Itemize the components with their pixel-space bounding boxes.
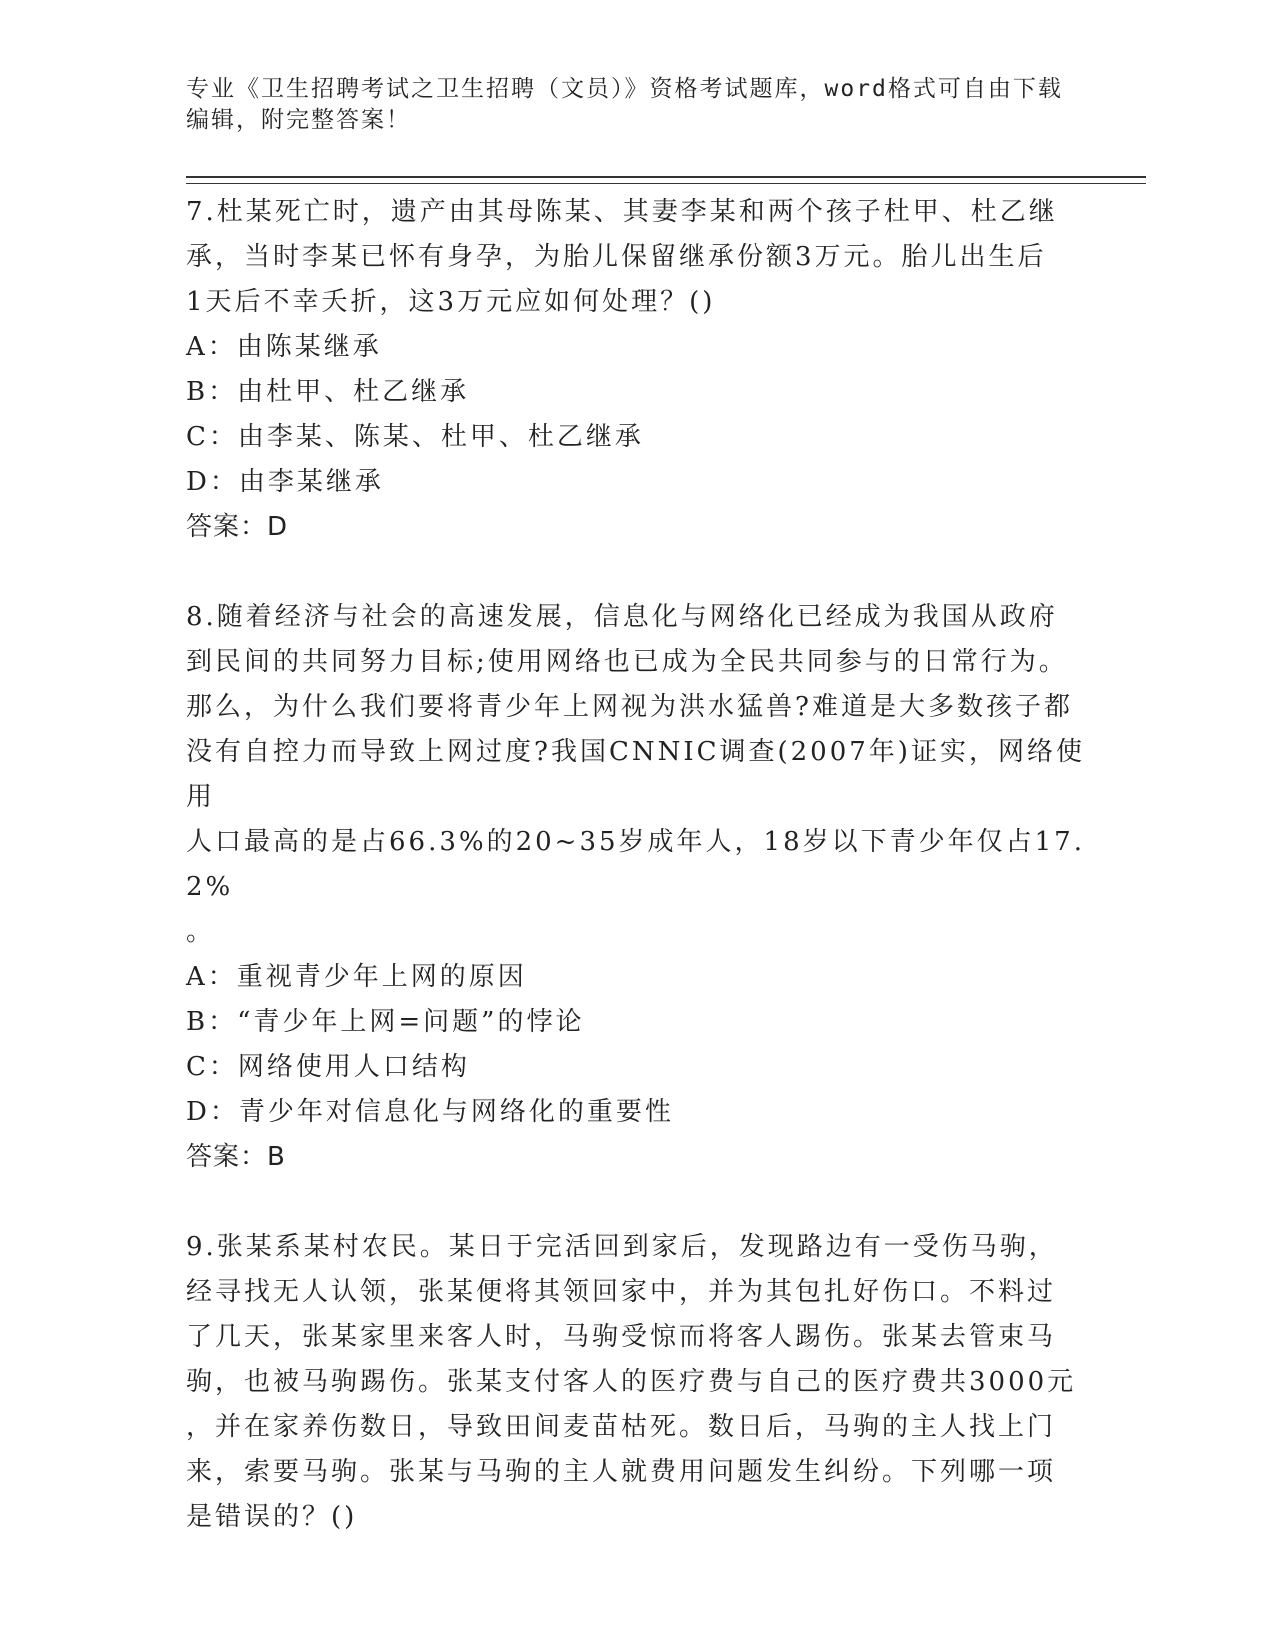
question-stem-line: 1天后不幸夭折，这3万元应如何处理？() bbox=[186, 287, 716, 317]
header-divider-thin bbox=[186, 183, 1146, 184]
question-stem-line: 8.随着经济与社会的高速发展，信息化与网络化已经成为我国从政府 bbox=[186, 602, 1058, 632]
question-list bbox=[186, 190, 1086, 1540]
spacer bbox=[186, 1180, 1086, 1225]
question-stem-line: 经寻找无人认领，张某便将其领回家中，并为其包扎好伤口。不料过 bbox=[186, 1277, 1057, 1307]
question-stem-line: 到民间的共同努力目标;使用网络也已成为全民共同参与的日常行为。 bbox=[186, 647, 1068, 677]
question-stem-line: 了几天，张某家里来客人时，马驹受惊而将客人踢伤。张某去管束马 bbox=[186, 1322, 1057, 1352]
option-d: D：由李某继承 bbox=[186, 467, 384, 497]
answer-label: 答案：B bbox=[186, 1142, 286, 1172]
question-stem-line: 来，索要马驹。张某与马驹的主人就费用问题发生纠纷。下列哪一项 bbox=[186, 1457, 1057, 1487]
question-7 bbox=[186, 190, 1086, 550]
question-8 bbox=[186, 595, 1086, 1180]
question-9 bbox=[186, 1225, 1086, 1540]
question-stem-line: 人口最高的是占66.3%的20~35岁成年人，18岁以下青少年仅占17.2% bbox=[186, 827, 1085, 902]
question-stem-line: 。 bbox=[186, 917, 216, 947]
option-a: A：由陈某继承 bbox=[186, 332, 382, 362]
question-stem-line: 9.张某系某村农民。某日于完活回到家后，发现路边有一受伤马驹， bbox=[186, 1232, 1058, 1262]
option-b: B：由杜甲、杜乙继承 bbox=[186, 377, 470, 407]
option-a: A：重视青少年上网的原因 bbox=[186, 962, 527, 992]
question-stem-line: ，并在家养伤数日，导致田间麦苗枯死。数日后，马驹的主人找上门 bbox=[186, 1412, 1057, 1442]
header-line-1: 专业《卫生招聘考试之卫生招聘（文员）》资格考试题库，word格式可自由下载 bbox=[186, 76, 1063, 102]
question-stem-line: 7.杜某死亡时，遗产由其母陈某、其妻李某和两个孩子杜甲、杜乙继 bbox=[186, 197, 1058, 227]
option-d: D：青少年对信息化与网络化的重要性 bbox=[186, 1097, 674, 1127]
question-stem-line: 驹，也被马驹踢伤。张某支付客人的医疗费与自己的医疗费共3000元 bbox=[186, 1367, 1077, 1397]
question-stem-line: 是错误的？() bbox=[186, 1502, 358, 1532]
spacer bbox=[186, 550, 1086, 595]
option-c: C：由李某、陈某、杜甲、杜乙继承 bbox=[186, 422, 644, 452]
option-b: B：“青少年上网=问题”的悖论 bbox=[186, 1007, 585, 1037]
question-stem-line: 那么，为什么我们要将青少年上网视为洪水猛兽?难道是大多数孩子都 bbox=[186, 692, 1073, 722]
option-c: C：网络使用人口结构 bbox=[186, 1052, 470, 1082]
header-line-2: 编辑，附完整答案！ bbox=[186, 107, 411, 133]
header-divider-thick bbox=[186, 176, 1146, 178]
document-header bbox=[186, 74, 1086, 136]
question-stem-line: 没有自控力而导致上网过度?我国CNNIC调查(2007年)证实，网络使用 bbox=[186, 737, 1085, 812]
answer-label: 答案：D bbox=[186, 512, 289, 542]
question-stem-line: 承，当时李某已怀有身孕，为胎儿保留继承份额3万元。胎儿出生后 bbox=[186, 242, 1047, 272]
